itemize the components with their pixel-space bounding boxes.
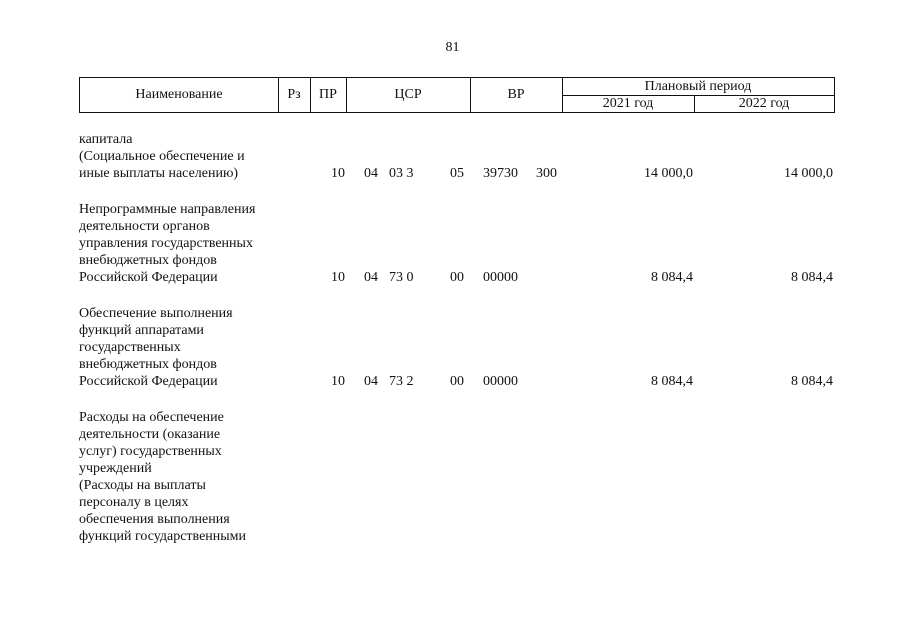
header-plan-period: Плановый период bbox=[562, 78, 834, 96]
row-csr-subprogram: 00 bbox=[450, 270, 464, 285]
row-value-2022: 14 000,0 bbox=[784, 166, 833, 181]
header-pr: ПР bbox=[319, 87, 337, 102]
row-value-2021: 8 084,4 bbox=[651, 374, 693, 389]
row-rz: 10 bbox=[331, 270, 345, 285]
row-csr-program: 03 3 bbox=[389, 166, 414, 181]
row-csr-program: 73 0 bbox=[389, 270, 414, 285]
row-value-2022: 8 084,4 bbox=[791, 270, 833, 285]
row-name: капитала (Социальное обеспечение и иные выплаты населению) bbox=[79, 132, 245, 181]
header-csr: ЦСР bbox=[394, 87, 422, 102]
table-header bbox=[79, 77, 835, 113]
row-csr-direction: 00000 bbox=[483, 374, 518, 389]
header-year-2022: 2022 год bbox=[738, 95, 790, 111]
header-rz: Рз bbox=[287, 87, 301, 102]
row-csr-direction: 39730 bbox=[483, 166, 518, 181]
row-rz: 10 bbox=[331, 374, 345, 389]
page-number: 81 bbox=[445, 40, 460, 55]
row-csr-direction: 00000 bbox=[483, 270, 518, 285]
row-csr-program: 73 2 bbox=[389, 374, 414, 389]
row-value-2022: 8 084,4 bbox=[791, 374, 833, 389]
row-pr: 04 bbox=[364, 270, 378, 285]
row-value-2021: 14 000,0 bbox=[644, 166, 693, 181]
row-value-2021: 8 084,4 bbox=[651, 270, 693, 285]
row-vr: 300 bbox=[536, 166, 557, 181]
header-vr: ВР bbox=[507, 87, 525, 102]
row-pr: 04 bbox=[364, 166, 378, 181]
header-year-2021: 2021 год bbox=[602, 95, 654, 111]
row-name: Расходы на обеспечение деятельности (оказание услуг) государственных учреждений (Расходы на выплаты персоналу в целях обеспечения выполнения функций государственными bbox=[79, 410, 247, 544]
row-pr: 04 bbox=[364, 374, 378, 389]
row-csr-subprogram: 00 bbox=[450, 374, 464, 389]
row-rz: 10 bbox=[331, 166, 345, 181]
header-name: Наименование bbox=[135, 87, 223, 102]
row-csr-subprogram: 05 bbox=[450, 166, 464, 181]
row-name: Непрограммные направления деятельности органов управления государственных внебюджетных фондов Российской Федерации bbox=[79, 202, 256, 285]
row-name: Обеспечение выполнения функций аппаратами государственных внебюджетных фондов Российской Федерации bbox=[79, 306, 233, 389]
